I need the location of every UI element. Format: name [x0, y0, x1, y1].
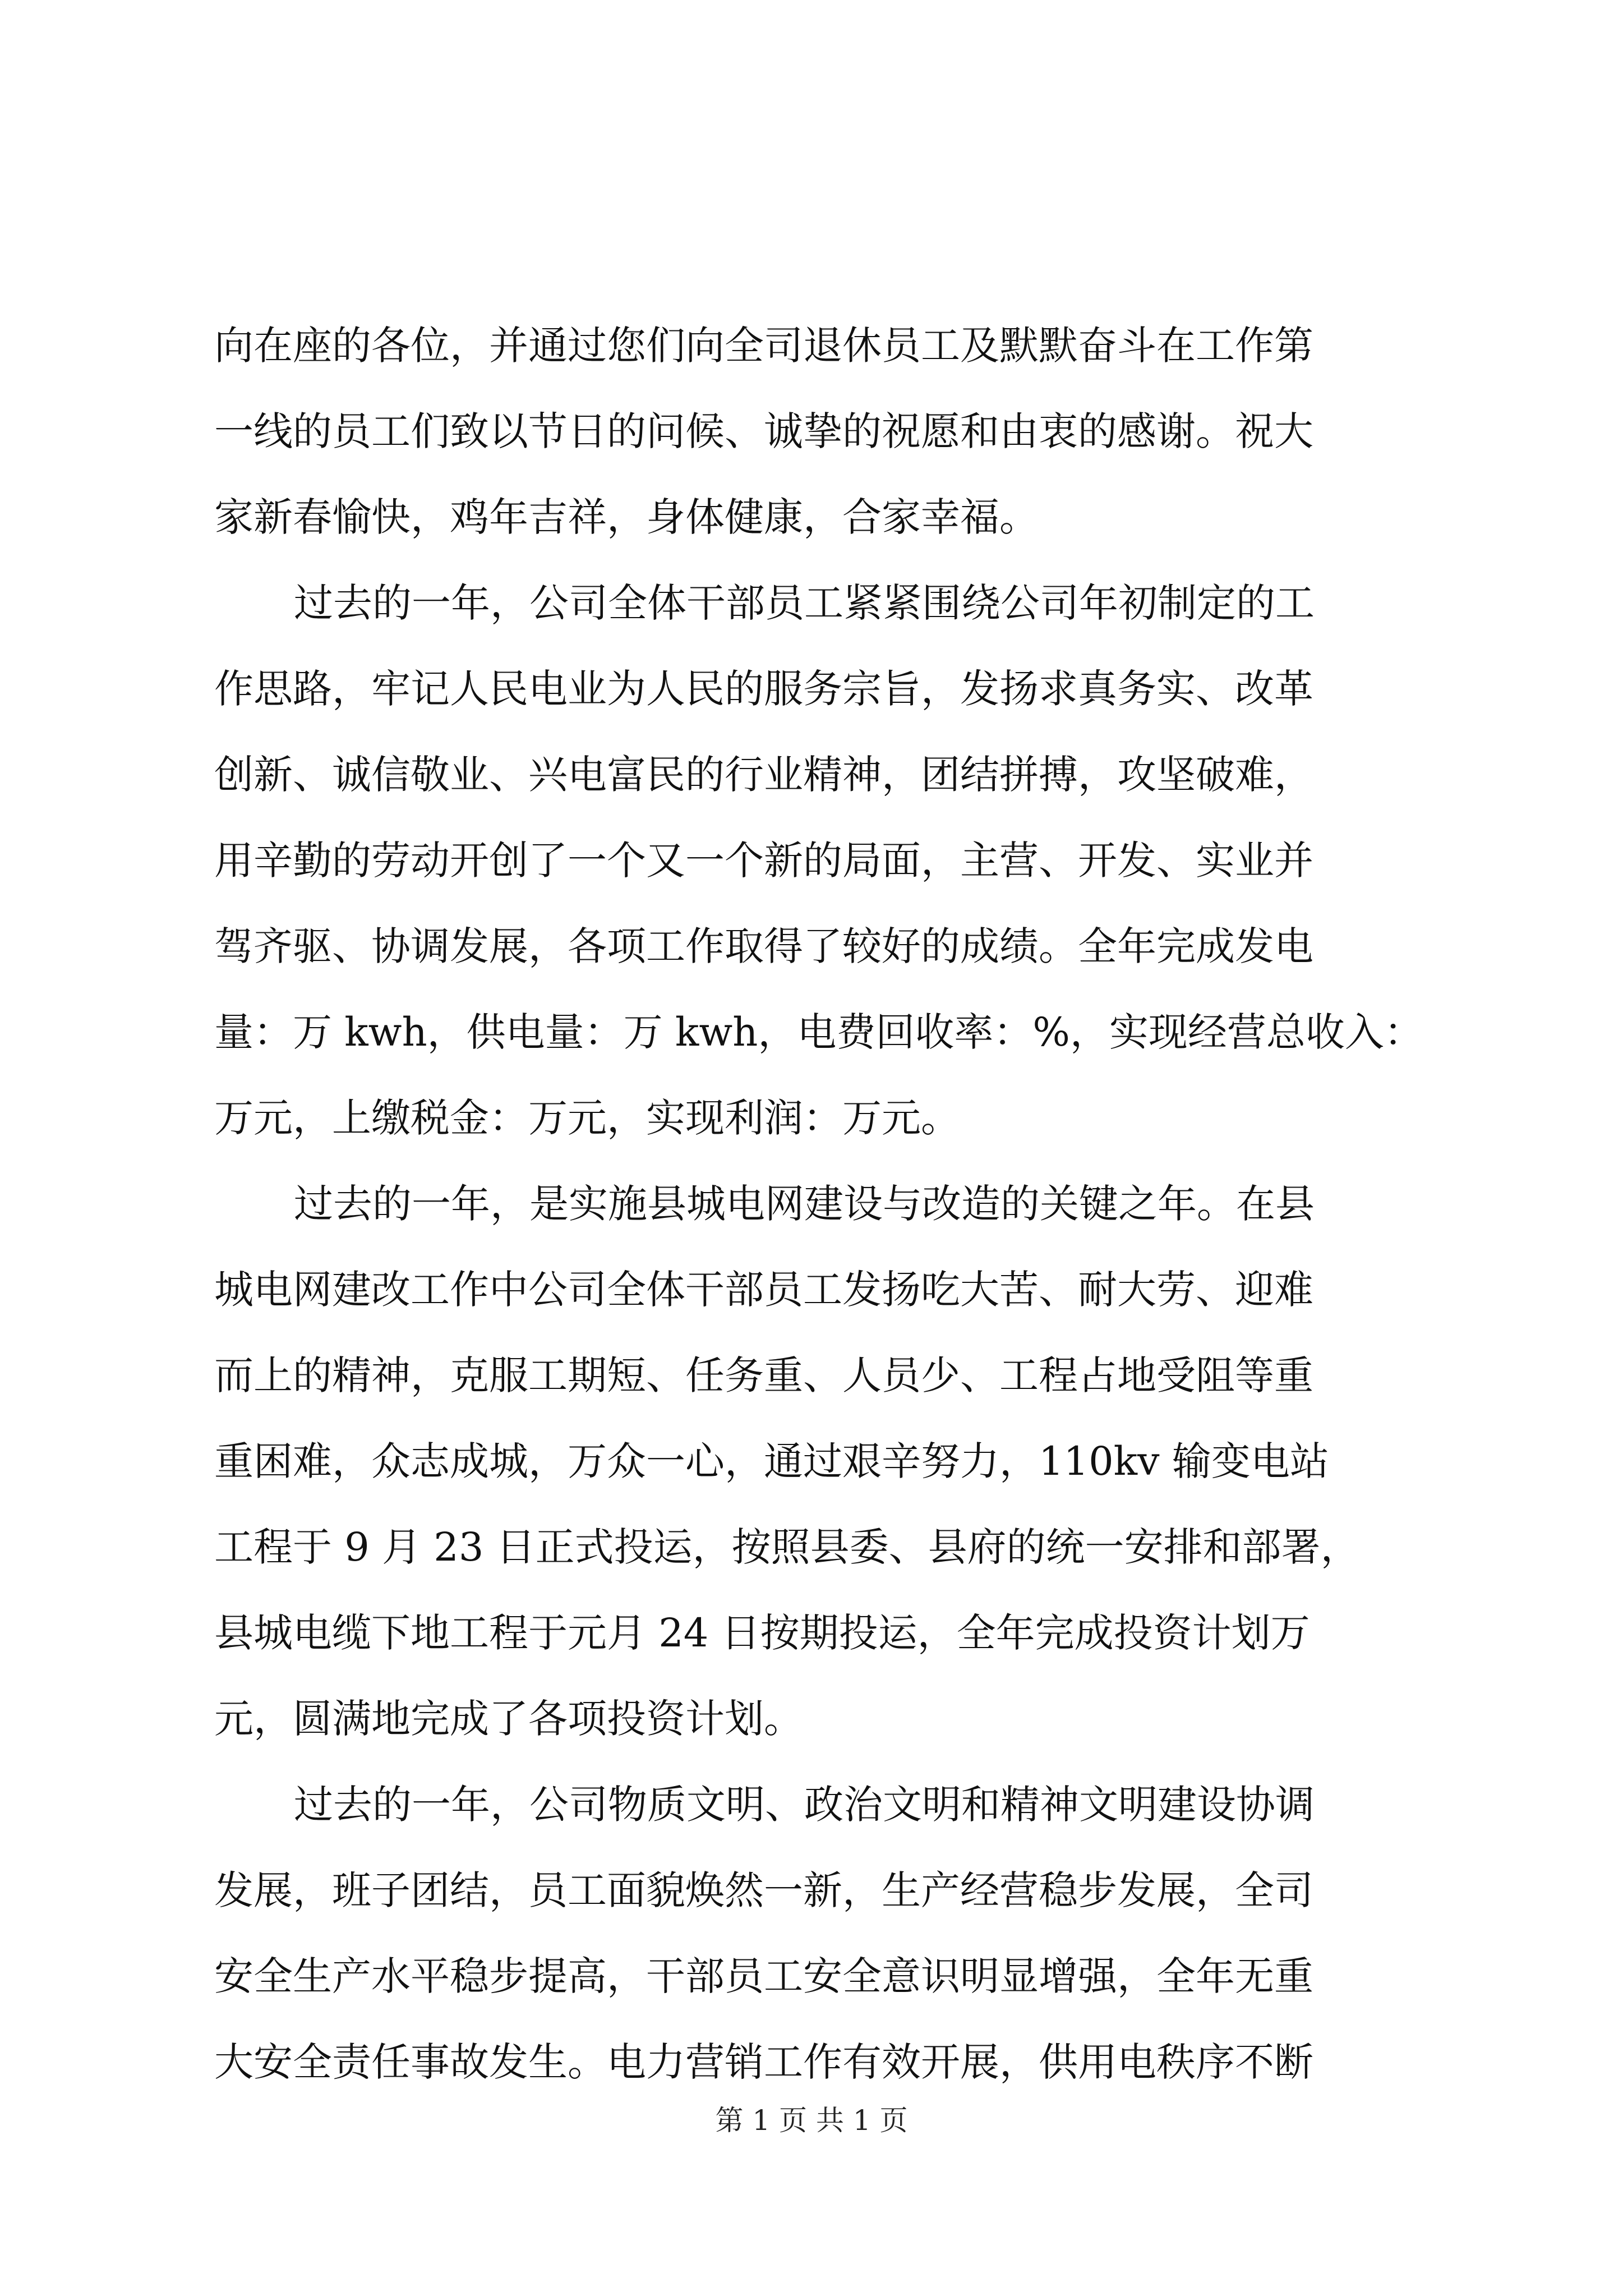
text-line: 发展，班子团结，员工面貌焕然一新，生产经营稳步发展，全司 [214, 1867, 1313, 1913]
text-line: 用辛勤的劳动开创了一个又一个新的局面，主营、开发、实业并 [214, 838, 1313, 884]
paragraph-4 [214, 1762, 1414, 2105]
page-number-label: 第 1 页 共 1 页 [715, 2104, 908, 2137]
paragraph-2 [214, 560, 1423, 1161]
paragraph-3 [214, 1161, 1414, 1762]
text-line: 万元，上缴税金：万元，实现利润：万元。 [214, 1095, 960, 1141]
paragraph-1 [214, 303, 1414, 560]
text-line: 家新春愉快，鸡年吉祥，身体健康，合家幸福。 [214, 494, 1039, 540]
text-line: 大安全责任事故发生。电力营销工作有效开展，供用电秩序不断 [214, 2039, 1313, 2085]
text-line: 过去的一年，公司全体干部员工紧紧围绕公司年初制定的工 [294, 580, 1315, 626]
text-line: 创新、诚信敬业、兴电富民的行业精神，团结拼搏，攻坚破难， [214, 752, 1313, 798]
text-line: 过去的一年，公司物质文明、政治文明和精神文明建设协调 [294, 1782, 1315, 1828]
text-line: 重困难，众志成城，万众一心，通过艰辛努力，110kv 输变电站 [214, 1438, 1329, 1484]
text-line: 量：万 kwh，供电量：万 kwh，电费回收率：%，实现经营总收入： [214, 1009, 1423, 1055]
text-line: 一线的员工们致以节日的问候、诚挚的祝愿和由衷的感谢。祝大 [214, 408, 1313, 454]
text-line: 城电网建改工作中公司全体干部员工发扬吃大苦、耐大劳、迎难 [214, 1267, 1313, 1313]
text-line: 作思路，牢记人民电业为人民的服务宗旨，发扬求真务实、改革 [214, 666, 1313, 712]
text-line: 工程于 9 月 23 日正式投运，按照县委、县府的统一安排和部署， [214, 1524, 1360, 1570]
text-line: 过去的一年，是实施县城电网建设与改造的关键之年。在县 [294, 1181, 1315, 1227]
text-line: 安全生产水平稳步提高，干部员工安全意识明显增强，全年无重 [214, 1953, 1313, 1999]
text-line: 县城电缆下地工程于元月 24 日按期投运，全年完成投资计划万 [214, 1610, 1310, 1656]
page-footer [0, 2101, 1623, 2140]
text-line: 向在座的各位，并通过您们向全司退休员工及默默奋斗在工作第 [214, 323, 1313, 369]
text-line: 而上的精神，克服工期短、任务重、人员少、工程占地受阻等重 [214, 1352, 1313, 1398]
text-line: 驾齐驱、协调发展，各项工作取得了较好的成绩。全年完成发电 [214, 923, 1313, 969]
body-text [214, 303, 1423, 2105]
text-line: 元，圆满地完成了各项投资计划。 [214, 1696, 803, 1742]
